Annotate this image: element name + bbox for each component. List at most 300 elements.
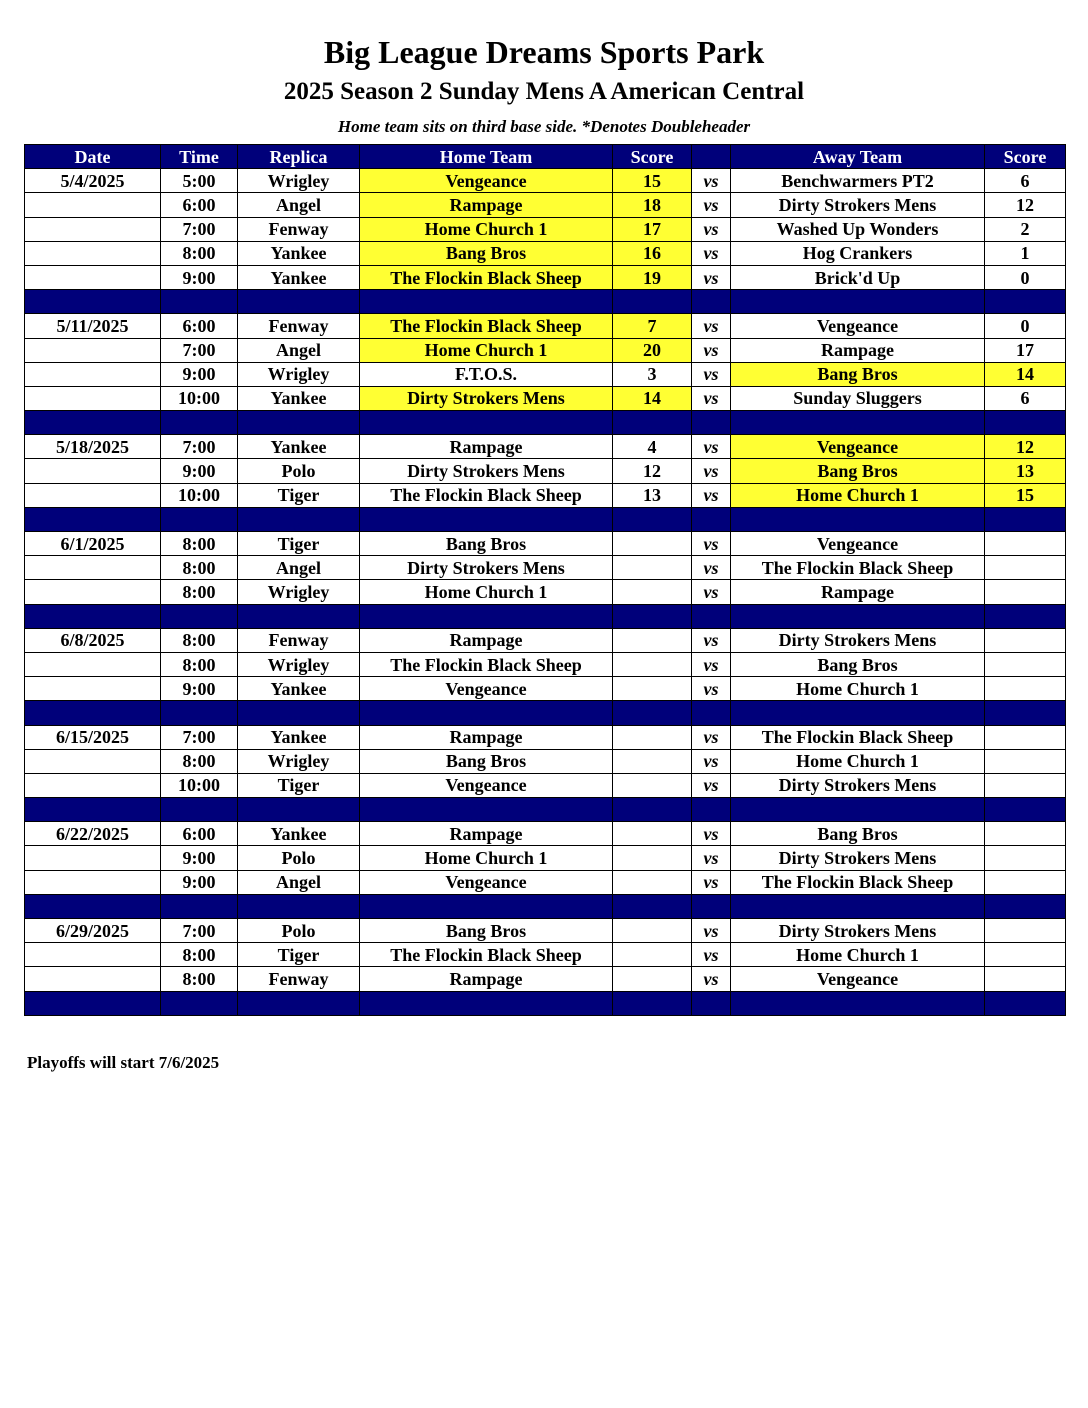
separator-cell [238,991,360,1015]
home-score-cell [613,870,692,894]
date-cell [25,870,161,894]
week-separator-row [25,894,1066,918]
table-row [25,459,1066,483]
home-score-cell [613,652,692,676]
vs-cell: vs [692,967,731,991]
time-cell: 6:00 [161,314,238,338]
home-team-cell: Bang Bros [360,532,613,556]
vs-cell: vs [692,386,731,410]
separator-cell [613,411,692,435]
separator-cell [161,411,238,435]
schedule-note: Home team sits on third base side. *Denotes Doubleheader [337,117,751,136]
date-cell [25,193,161,217]
away-team-cell: Dirty Strokers Mens [731,846,985,870]
away-score-cell: 0 [985,314,1066,338]
vs-cell: vs [692,193,731,217]
time-cell: 10:00 [161,386,238,410]
separator-cell [360,798,613,822]
separator-cell [692,604,731,628]
away-team-cell: Home Church 1 [731,483,985,507]
separator-cell [985,290,1066,314]
time-cell: 9:00 [161,846,238,870]
away-team-cell: Vengeance [731,435,985,459]
date-cell: 6/15/2025 [25,725,161,749]
separator-cell [360,991,613,1015]
replica-cell: Yankee [238,677,360,701]
replica-cell: Fenway [238,628,360,652]
time-cell: 5:00 [161,169,238,193]
column-header-date: Date [25,145,161,169]
column-header-away-team: Away Team [731,145,985,169]
replica-cell: Polo [238,459,360,483]
time-cell: 7:00 [161,919,238,943]
replica-cell: Wrigley [238,362,360,386]
away-score-cell [985,556,1066,580]
date-cell [25,483,161,507]
home-team-cell: The Flockin Black Sheep [360,943,613,967]
away-team-cell: Bang Bros [731,459,985,483]
vs-cell: vs [692,241,731,265]
separator-cell [985,701,1066,725]
time-cell: 8:00 [161,652,238,676]
separator-cell [731,701,985,725]
home-team-cell: Rampage [360,967,613,991]
date-cell: 5/18/2025 [25,435,161,459]
home-team-cell: The Flockin Black Sheep [360,265,613,289]
home-score-cell [613,822,692,846]
page-subtitle: 2025 Season 2 Sunday Mens A American Central [283,78,805,105]
time-cell: 8:00 [161,580,238,604]
replica-cell: Tiger [238,773,360,797]
separator-cell [692,991,731,1015]
vs-cell: vs [692,435,731,459]
separator-cell [731,894,985,918]
table-row [25,265,1066,289]
schedule-body [25,169,1066,1016]
vs-cell: vs [692,822,731,846]
separator-cell [360,894,613,918]
replica-cell: Tiger [238,943,360,967]
home-score-cell [613,943,692,967]
date-cell [25,967,161,991]
vs-cell: vs [692,943,731,967]
date-cell [25,677,161,701]
date-cell [25,943,161,967]
table-row [25,532,1066,556]
table-row [25,193,1066,217]
home-team-cell: Home Church 1 [360,846,613,870]
home-score-cell [613,846,692,870]
vs-cell: vs [692,652,731,676]
time-cell: 9:00 [161,677,238,701]
home-team-cell: Vengeance [360,870,613,894]
replica-cell: Angel [238,556,360,580]
home-team-cell: The Flockin Black Sheep [360,483,613,507]
away-score-cell: 0 [985,265,1066,289]
date-cell [25,217,161,241]
home-team-cell: Home Church 1 [360,217,613,241]
table-row [25,580,1066,604]
away-score-cell [985,773,1066,797]
table-row [25,628,1066,652]
home-team-cell: Vengeance [360,169,613,193]
separator-cell [238,411,360,435]
replica-cell: Wrigley [238,169,360,193]
column-header-home-team: Home Team [360,145,613,169]
vs-cell: vs [692,217,731,241]
away-score-cell: 17 [985,338,1066,362]
column-header-time: Time [161,145,238,169]
separator-cell [360,290,613,314]
time-cell: 6:00 [161,822,238,846]
week-separator-row [25,991,1066,1015]
away-score-cell: 13 [985,459,1066,483]
away-team-cell: Home Church 1 [731,749,985,773]
week-separator-row [25,701,1066,725]
home-score-cell [613,967,692,991]
date-cell [25,556,161,580]
away-team-cell: Vengeance [731,967,985,991]
vs-cell: vs [692,870,731,894]
replica-cell: Yankee [238,265,360,289]
away-team-cell: Hog Crankers [731,241,985,265]
table-row [25,652,1066,676]
away-score-cell [985,749,1066,773]
table-row [25,822,1066,846]
time-cell: 7:00 [161,435,238,459]
time-cell: 9:00 [161,870,238,894]
away-team-cell: Dirty Strokers Mens [731,628,985,652]
home-team-cell: Bang Bros [360,241,613,265]
away-score-cell: 6 [985,169,1066,193]
vs-cell: vs [692,459,731,483]
replica-cell: Yankee [238,725,360,749]
date-cell [25,580,161,604]
time-cell: 8:00 [161,967,238,991]
date-cell: 6/22/2025 [25,822,161,846]
table-row [25,217,1066,241]
separator-cell [161,507,238,531]
away-team-cell: Vengeance [731,314,985,338]
date-cell: 5/4/2025 [25,169,161,193]
date-cell [25,241,161,265]
separator-cell [238,290,360,314]
date-cell [25,265,161,289]
away-team-cell: The Flockin Black Sheep [731,725,985,749]
vs-cell: vs [692,628,731,652]
separator-cell [161,604,238,628]
home-team-cell: The Flockin Black Sheep [360,314,613,338]
home-team-cell: Rampage [360,822,613,846]
home-score-cell: 15 [613,169,692,193]
home-team-cell: Rampage [360,725,613,749]
table-row [25,870,1066,894]
date-cell: 6/29/2025 [25,919,161,943]
away-team-cell: Vengeance [731,532,985,556]
vs-cell: vs [692,580,731,604]
page-title: Big League Dreams Sports Park [323,34,765,70]
table-row [25,483,1066,507]
vs-cell: vs [692,919,731,943]
separator-cell [613,991,692,1015]
time-cell: 10:00 [161,773,238,797]
home-score-cell: 3 [613,362,692,386]
table-row [25,435,1066,459]
home-score-cell: 12 [613,459,692,483]
replica-cell: Polo [238,846,360,870]
separator-cell [731,290,985,314]
home-team-cell: Rampage [360,193,613,217]
separator-cell [161,894,238,918]
date-cell [25,386,161,410]
home-score-cell: 16 [613,241,692,265]
replica-cell: Tiger [238,483,360,507]
replica-cell: Wrigley [238,580,360,604]
separator-cell [238,701,360,725]
time-cell: 8:00 [161,241,238,265]
date-cell [25,773,161,797]
away-team-cell: Rampage [731,338,985,362]
date-cell: 6/8/2025 [25,628,161,652]
table-row [25,169,1066,193]
separator-cell [692,507,731,531]
replica-cell: Angel [238,193,360,217]
replica-cell: Fenway [238,967,360,991]
date-cell [25,362,161,386]
separator-cell [985,991,1066,1015]
week-separator-row [25,290,1066,314]
home-score-cell: 18 [613,193,692,217]
separator-cell [692,701,731,725]
separator-cell [731,798,985,822]
time-cell: 10:00 [161,483,238,507]
home-score-cell [613,749,692,773]
home-score-cell: 7 [613,314,692,338]
away-score-cell [985,580,1066,604]
separator-cell [25,894,161,918]
home-score-cell [613,919,692,943]
separator-cell [731,507,985,531]
date-cell [25,652,161,676]
home-team-cell: Rampage [360,628,613,652]
vs-cell: vs [692,483,731,507]
home-score-cell: 13 [613,483,692,507]
away-score-cell [985,919,1066,943]
time-cell: 9:00 [161,362,238,386]
separator-cell [25,290,161,314]
separator-cell [238,604,360,628]
separator-cell [613,798,692,822]
separator-cell [238,894,360,918]
separator-cell [692,894,731,918]
separator-cell [985,604,1066,628]
column-header-away-score: Score [985,145,1066,169]
home-team-cell: Dirty Strokers Mens [360,556,613,580]
time-cell: 7:00 [161,217,238,241]
away-team-cell: Dirty Strokers Mens [731,193,985,217]
date-cell [25,459,161,483]
time-cell: 8:00 [161,749,238,773]
home-team-cell: Vengeance [360,773,613,797]
replica-cell: Angel [238,870,360,894]
away-team-cell: Washed Up Wonders [731,217,985,241]
away-team-cell: The Flockin Black Sheep [731,870,985,894]
home-score-cell: 17 [613,217,692,241]
column-header-vs [692,145,731,169]
separator-cell [692,411,731,435]
week-separator-row [25,411,1066,435]
home-team-cell: Home Church 1 [360,580,613,604]
table-row [25,967,1066,991]
replica-cell: Wrigley [238,652,360,676]
home-score-cell [613,677,692,701]
separator-cell [360,604,613,628]
separator-cell [613,701,692,725]
away-team-cell: Bang Bros [731,652,985,676]
home-team-cell: Dirty Strokers Mens [360,459,613,483]
away-team-cell: Dirty Strokers Mens [731,919,985,943]
home-team-cell: Home Church 1 [360,338,613,362]
away-score-cell: 6 [985,386,1066,410]
away-score-cell [985,967,1066,991]
vs-cell: vs [692,265,731,289]
table-row [25,314,1066,338]
vs-cell: vs [692,532,731,556]
column-header-home-score: Score [613,145,692,169]
table-row [25,846,1066,870]
away-team-cell: Benchwarmers PT2 [731,169,985,193]
away-score-cell [985,846,1066,870]
replica-cell: Yankee [238,386,360,410]
away-score-cell [985,725,1066,749]
away-team-cell: Bang Bros [731,362,985,386]
separator-cell [731,604,985,628]
table-row [25,556,1066,580]
replica-cell: Yankee [238,822,360,846]
separator-cell [238,798,360,822]
replica-cell: Polo [238,919,360,943]
away-team-cell: Sunday Sluggers [731,386,985,410]
home-score-cell [613,628,692,652]
away-team-cell: Bang Bros [731,822,985,846]
vs-cell: vs [692,773,731,797]
separator-cell [985,798,1066,822]
schedule-table [24,144,1066,1016]
separator-cell [985,411,1066,435]
home-score-cell: 20 [613,338,692,362]
vs-cell: vs [692,846,731,870]
time-cell: 8:00 [161,532,238,556]
vs-cell: vs [692,169,731,193]
separator-cell [161,991,238,1015]
away-team-cell: Home Church 1 [731,943,985,967]
away-score-cell [985,943,1066,967]
vs-cell: vs [692,677,731,701]
table-row [25,338,1066,362]
separator-cell [613,290,692,314]
table-row [25,919,1066,943]
separator-cell [25,604,161,628]
separator-cell [731,411,985,435]
playoffs-note: Playoffs will start 7/6/2025 [27,1053,220,1072]
home-score-cell: 4 [613,435,692,459]
away-score-cell: 2 [985,217,1066,241]
away-score-cell [985,870,1066,894]
away-team-cell: Home Church 1 [731,677,985,701]
away-score-cell [985,628,1066,652]
separator-cell [360,701,613,725]
away-team-cell: Dirty Strokers Mens [731,773,985,797]
replica-cell: Wrigley [238,749,360,773]
separator-cell [25,411,161,435]
table-row [25,362,1066,386]
home-score-cell [613,580,692,604]
time-cell: 7:00 [161,725,238,749]
away-score-cell: 12 [985,193,1066,217]
vs-cell: vs [692,362,731,386]
time-cell: 9:00 [161,265,238,289]
table-row [25,241,1066,265]
away-score-cell [985,677,1066,701]
away-team-cell: The Flockin Black Sheep [731,556,985,580]
date-cell [25,338,161,362]
separator-cell [613,894,692,918]
home-team-cell: Dirty Strokers Mens [360,386,613,410]
separator-cell [238,507,360,531]
time-cell: 6:00 [161,193,238,217]
time-cell: 7:00 [161,338,238,362]
date-cell: 5/11/2025 [25,314,161,338]
separator-cell [360,507,613,531]
away-score-cell [985,652,1066,676]
away-score-cell: 12 [985,435,1066,459]
table-row [25,677,1066,701]
date-cell [25,749,161,773]
separator-cell [25,991,161,1015]
vs-cell: vs [692,314,731,338]
away-score-cell: 15 [985,483,1066,507]
separator-cell [161,701,238,725]
separator-cell [161,798,238,822]
home-team-cell: Rampage [360,435,613,459]
replica-cell: Angel [238,338,360,362]
separator-cell [692,290,731,314]
table-row [25,773,1066,797]
replica-cell: Fenway [238,217,360,241]
table-row [25,386,1066,410]
home-team-cell: F.T.O.S. [360,362,613,386]
week-separator-row [25,798,1066,822]
separator-cell [161,290,238,314]
home-score-cell: 14 [613,386,692,410]
replica-cell: Yankee [238,241,360,265]
separator-cell [613,507,692,531]
away-score-cell [985,822,1066,846]
time-cell: 8:00 [161,943,238,967]
separator-cell [613,604,692,628]
separator-cell [985,507,1066,531]
replica-cell: Tiger [238,532,360,556]
home-score-cell: 19 [613,265,692,289]
week-separator-row [25,604,1066,628]
week-separator-row [25,507,1066,531]
vs-cell: vs [692,725,731,749]
replica-cell: Yankee [238,435,360,459]
table-row [25,725,1066,749]
separator-cell [360,411,613,435]
home-score-cell [613,725,692,749]
separator-cell [25,507,161,531]
